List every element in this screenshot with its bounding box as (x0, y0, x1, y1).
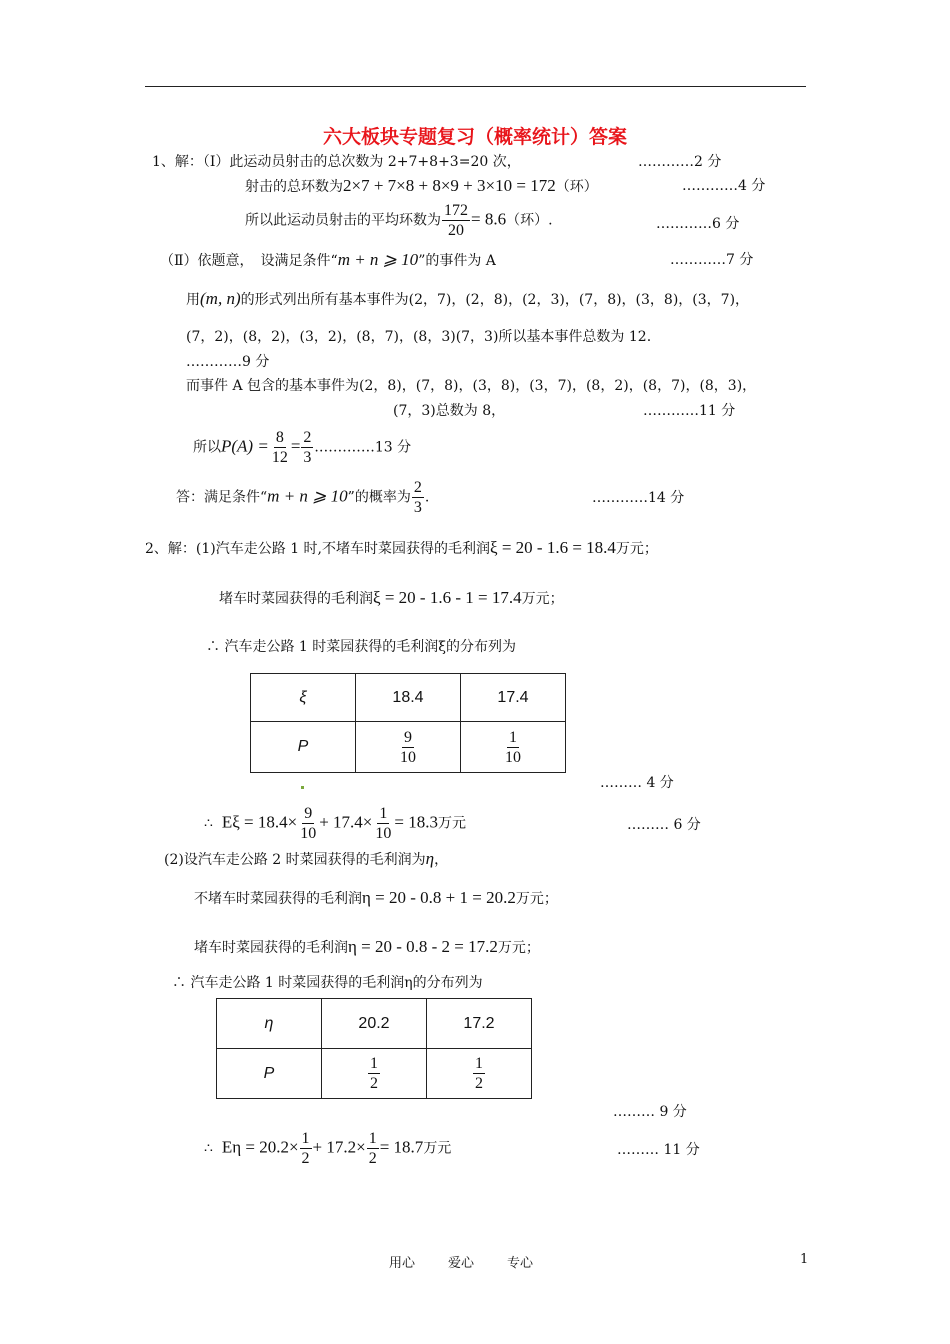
eta-symbol: η (425, 849, 435, 868)
frac-num: 1 (370, 1055, 378, 1072)
distribution-table-eta (216, 998, 532, 1099)
q2-p2-line3-unit: 万元； (497, 940, 540, 956)
therefore-symbol: ∴ (204, 815, 213, 832)
q1-part2-text: （Ⅱ）依题意， 设满足条件“ (160, 253, 338, 269)
q1-line2-text: 射击的总环数为 (245, 179, 343, 195)
frac-den: 12 (271, 449, 288, 466)
frac-num: 1 (379, 805, 388, 822)
page-number: 1 (800, 1252, 809, 1267)
q1-ans-cond: m + n ⩾ 10 (267, 486, 348, 506)
q1-line2-unit: （环） (555, 179, 598, 195)
distribution-table-xi (250, 673, 566, 773)
frac-den: 2 (475, 1075, 483, 1092)
q1-line3-score: …………6 分 (656, 216, 740, 232)
q1-ans-frac (412, 478, 424, 517)
q1-answer-score: …………14 分 (592, 490, 685, 506)
q2-line1-text: 2、解：(1)汽车走公路 1 时,不堵车时菜园获得的毛利润 (145, 541, 490, 557)
frac-den: 3 (303, 449, 312, 466)
q2-p2-text: (2)设汽车走公路 2 时菜园获得的毛利润为 (164, 852, 426, 868)
table-cell: P (251, 722, 356, 773)
q2-line3: ∴ 汽车走公路 1 时菜园获得的毛利润ξ的分布列为 (206, 639, 516, 655)
q2-table2-score: ……… 9 分 (613, 1104, 687, 1120)
q2-line2-expr: ξ = 20 - 1.6 - 1 = 17.4 (373, 588, 522, 607)
q2-expectation-eta (204, 1129, 451, 1168)
q1-line3-eq: = 8.6 (471, 209, 507, 229)
table-cell (427, 1049, 532, 1099)
table-cell: 18.4 (356, 674, 461, 722)
exp2-b: + 17.2× (312, 1137, 366, 1157)
q1-enum-prefix: 用 (186, 292, 200, 308)
q1-ans-mid: ”的概率为 (347, 489, 411, 506)
q2-line2 (219, 589, 564, 608)
q2-p2-line3-text: 堵车时菜园获得的毛利润 (194, 940, 348, 956)
table-cell: P (217, 1049, 322, 1099)
frac-num: 172 (444, 202, 468, 219)
frac-den: 3 (413, 499, 422, 516)
q1-prob-pa: P(A) = (221, 436, 269, 456)
page-title: 六大板块专题复习（概率统计）答案 (322, 126, 627, 148)
frac-num: 9 (304, 805, 313, 822)
q2-line1 (145, 539, 658, 558)
q2-p2-line2-expr: η = 20 - 0.8 + 1 = 20.2 (362, 888, 516, 907)
q2-exp2-score: ……… 11 分 (617, 1142, 700, 1158)
q1-ans-prefix: 答：满足条件“ (176, 489, 268, 506)
q1-eventA-score: …………11 分 (643, 403, 736, 419)
exp1-b: + 17.4× (319, 812, 373, 832)
frac-num: 2 (303, 429, 312, 446)
table-cell (322, 1049, 427, 1099)
q1-line2 (245, 177, 598, 196)
header-rule (145, 86, 806, 87)
q1-prob-score: …………13 分 (318, 439, 412, 456)
table-cell: ξ (251, 674, 356, 722)
q2-line2-unit: 万元； (521, 591, 564, 607)
q1-prob-prefix: 所以 (193, 439, 221, 456)
q2-line2-text: 堵车时菜园获得的毛利润 (219, 591, 373, 607)
frac-den: 2 (301, 1150, 310, 1167)
frac-den: 2 (368, 1150, 377, 1167)
q1-line2-expr: 2×7 + 7×8 + 8×9 + 3×10 = 172 (343, 176, 556, 195)
q1-part2-score: …………7 分 (670, 252, 754, 268)
footer-motto-2: 爱心 (448, 1256, 475, 1271)
q2-expectation-xi (204, 804, 466, 843)
q1-probability: 所以P(A) = $\frac{8}{12}$ = $\frac{2}{3}$ .…………13 分 (193, 429, 412, 466)
q1-line2-score: …………4 分 (682, 178, 766, 194)
q1-answer: 答：满足条件“m + n ⩾ 10”的概率为 $\frac{2}{3}$ . (176, 479, 430, 516)
frac-num: 1 (301, 1130, 310, 1147)
q1-eventA-line2: (7，3)总数为 8， (393, 403, 506, 419)
frac-den: 10 (300, 825, 317, 842)
q1-prob-frac1 (270, 428, 290, 467)
q1-condition: m + n ⩾ 10 (337, 250, 419, 269)
q1-eventA-line1: 而事件 A 包含的基本事件为(2，8)，(7，8)，(3，8)，(3，7)，(8，2)，(8，7)，(8，3)， (186, 378, 757, 394)
q1-enum-rest: 的形式列出所有基本事件为(2，7)，(2，8)，(2，3)，(7，8)，(3，8)，(3，7)， (240, 292, 750, 308)
frac-den: 2 (370, 1075, 378, 1092)
table-cell (356, 722, 461, 773)
frac-den: 20 (448, 222, 464, 239)
frac-den: 10 (375, 825, 392, 842)
table-cell: η (217, 999, 322, 1049)
exp2-unit: 万元 (423, 1140, 452, 1157)
q1-enum-line2: (7，2)，(8，2)，(3，2)，(8，7)，(8，3)(7，3)所以基本事件总数为 12. (186, 329, 652, 345)
q1-enum-line1 (186, 290, 749, 309)
exp2-a: Eη = 20.2× (221, 1137, 299, 1157)
q2-part2-line3 (194, 938, 540, 957)
exp1-a: Eξ = 18.4× (221, 812, 298, 832)
table-cell (461, 722, 566, 773)
q2-exp1-score: ……… 6 分 (627, 817, 701, 833)
table-cell: 17.4 (461, 674, 566, 722)
q2-p2-line3-expr: η = 20 - 0.8 - 2 = 17.2 (348, 937, 498, 956)
footer-motto-3: 专心 (507, 1256, 534, 1271)
table-cell: 17.2 (427, 999, 532, 1049)
frac-num: 1 (509, 728, 517, 746)
q1-line3 (245, 201, 553, 240)
q1-line1-score: …………2 分 (638, 154, 722, 170)
exp1-unit: 万元 (438, 815, 466, 832)
q1-enum-pair: (m, n) (200, 289, 241, 308)
q1-enum-score: …………9 分 (186, 354, 270, 370)
footer-motto-1: 用心 (389, 1256, 416, 1271)
q2-part2-line4: ∴ 汽车走公路 1 时菜园获得的毛利润η的分布列为 (172, 975, 483, 991)
table-cell: 20.2 (322, 999, 427, 1049)
q1-line3-text: 所以此运动员射击的平均环数为 (245, 212, 441, 229)
q2-table1-score: ……… 4 分 (600, 775, 674, 791)
frac-num: 1 (475, 1055, 483, 1072)
q2-line1-unit: 万元； (615, 541, 658, 557)
q2-p2-end: ， (434, 852, 449, 868)
q2-p2-line2-text: 不堵车时菜园获得的毛利润 (194, 891, 362, 907)
q2-part2-line1 (164, 850, 448, 869)
frac-num: 2 (413, 479, 422, 496)
q2-line1-expr: ξ = 20 - 1.6 = 18.4 (490, 538, 616, 557)
frac-num: 8 (275, 429, 284, 446)
q2-p2-line2-unit: 万元； (515, 891, 558, 907)
frac-num: 1 (368, 1130, 377, 1147)
q2-part2-line2 (194, 889, 558, 908)
q1-part2-head (160, 251, 496, 270)
frac-den: 10 (400, 748, 416, 766)
q1-mean-fraction (442, 201, 470, 240)
exp1-c: = 18.3 (394, 812, 438, 832)
q1-prob-frac2 (301, 428, 313, 467)
stray-dot (301, 786, 304, 789)
frac-den: 10 (505, 748, 521, 766)
q1-line3-unit: （环）. (506, 212, 553, 229)
exp2-c: = 18.7 (379, 1137, 424, 1157)
q1-line1: 1、解：（Ⅰ）此运动员射击的总次数为 2+7+8+3=20 次， (152, 154, 521, 170)
therefore-symbol: ∴ (204, 1140, 213, 1157)
q1-part2-tail: ”的事件为 A (418, 253, 496, 269)
frac-num: 9 (404, 728, 412, 746)
